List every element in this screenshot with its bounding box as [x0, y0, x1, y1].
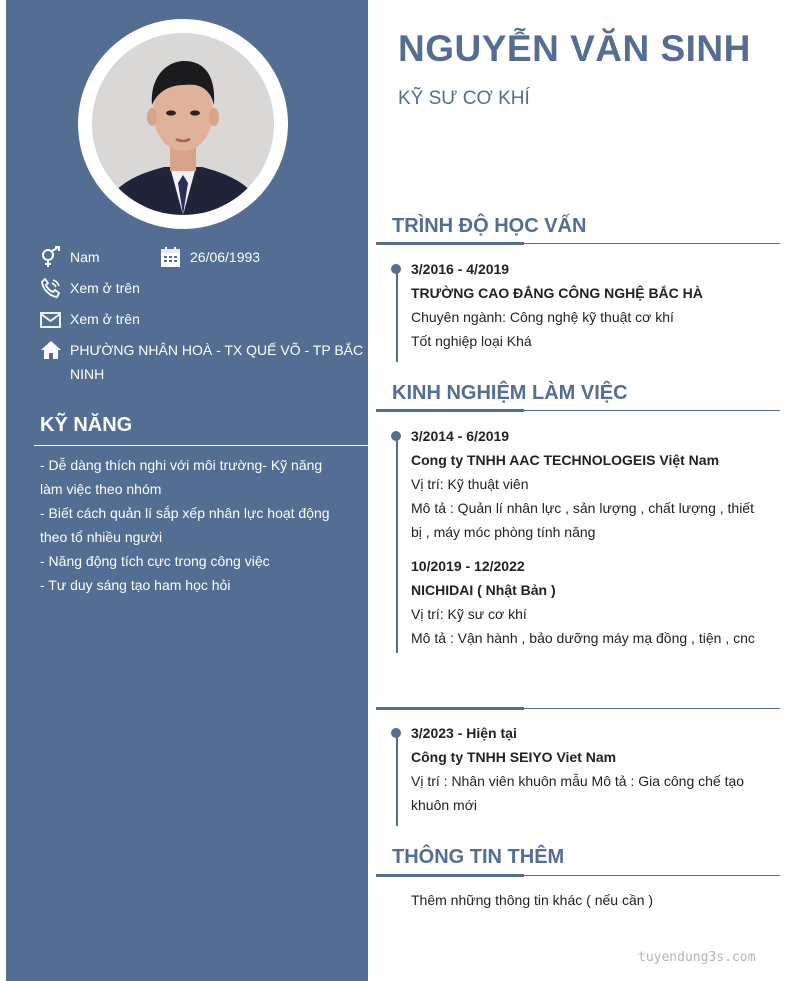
skill-line: theo tổ nhiều người	[40, 529, 163, 545]
skill-line: - Biết cách quản lí sắp xếp nhân lực hoạt động	[40, 505, 330, 521]
address-line-1: PHƯỜNG NHÂN HOÀ - TX QUẾ VÕ - TP BẮC	[70, 342, 364, 358]
experience-timeline-2	[396, 730, 398, 826]
skills-list	[40, 453, 336, 597]
job-period: 3/2023 - Hiện tại	[411, 725, 517, 741]
job-description-cont: bị , máy móc phòng tính năng	[411, 524, 596, 540]
skill-line: - Tư duy sáng tạo ham học hỏi	[40, 577, 231, 593]
education-period: 3/2016 - 4/2019	[411, 261, 510, 277]
phone-icon	[40, 277, 62, 299]
job-description: khuôn mới	[411, 797, 477, 813]
skill-line: làm việc theo nhóm	[40, 481, 162, 497]
job-company: NICHIDAI ( Nhật Bản )	[411, 582, 556, 598]
additional-text: Thêm những thông tin khác ( nếu cần )	[411, 892, 654, 908]
education-grade: Tốt nghiệp loại Khá	[411, 333, 532, 349]
education-title: TRÌNH ĐỘ HỌC VẤN	[392, 215, 587, 237]
birthday-text: 26/06/1993	[190, 249, 261, 265]
timeline-dot	[391, 728, 401, 738]
home-icon	[40, 339, 62, 361]
job-period: 10/2019 - 12/2022	[411, 558, 525, 574]
gender-icon	[40, 246, 62, 268]
candidate-title: KỸ SƯ CƠ KHÍ	[398, 88, 530, 109]
avatar	[92, 33, 274, 215]
education-timeline	[396, 266, 398, 362]
avatar-frame	[78, 19, 288, 229]
skill-line: - Dễ dàng thích nghi với môi trường- Kỹ năng	[40, 457, 323, 473]
experience-timeline	[396, 433, 398, 653]
job-position: Vị trí: Kỹ sư cơ khí	[411, 606, 527, 622]
education-divider-accent	[376, 242, 524, 245]
address-line-2: NINH	[70, 366, 105, 382]
timeline-dot	[391, 264, 401, 274]
candidate-name: NGUYỄN VĂN SINH	[398, 28, 751, 69]
education-school: TRƯỜNG CAO ĐẲNG CÔNG NGHỆ BẮC HÀ	[411, 285, 703, 301]
job-period: 3/2014 - 6/2019	[411, 428, 510, 444]
job-description: Mô tả : Quản lí nhân lực , sản lượng , chất lượng , thiết	[411, 500, 754, 516]
additional-divider-accent	[376, 874, 524, 877]
job-divider-accent	[376, 707, 524, 710]
skills-divider	[34, 445, 368, 446]
gender-text: Nam	[70, 249, 100, 265]
calendar-icon	[160, 246, 182, 268]
mail-icon	[40, 309, 62, 331]
skills-title: KỸ NĂNG	[40, 414, 133, 436]
job-position: Vị trí : Nhân viên khuôn mẫu Mô tả : Gia công chế tạo	[411, 773, 745, 789]
avatar-photo	[92, 33, 274, 215]
job-company: Công ty TNHH SEIYO Viet Nam	[411, 749, 617, 765]
job-description: Mô tả : Vận hành , bảo dưỡng máy mạ đồng , tiện , cnc	[411, 630, 755, 646]
education-major: Chuyên ngành: Công nghệ kỹ thuật cơ khí	[411, 309, 674, 325]
phone-text: Xem ở trên	[70, 280, 140, 296]
experience-divider-accent	[376, 409, 524, 412]
job-company: Cong ty TNHH AAC TECHNOLOGEIS Việt Nam	[411, 452, 720, 468]
timeline-dot	[391, 431, 401, 441]
experience-title: KINH NGHIỆM LÀM VIỆC	[392, 382, 628, 404]
skill-line: - Năng động tích cực trong công việc	[40, 553, 270, 569]
additional-title: THÔNG TIN THÊM	[392, 846, 565, 868]
email-text: Xem ở trên	[70, 311, 140, 327]
watermark: tuyendung3s.com	[638, 950, 756, 965]
job-position: Vị trí: Kỹ thuật viên	[411, 476, 529, 492]
